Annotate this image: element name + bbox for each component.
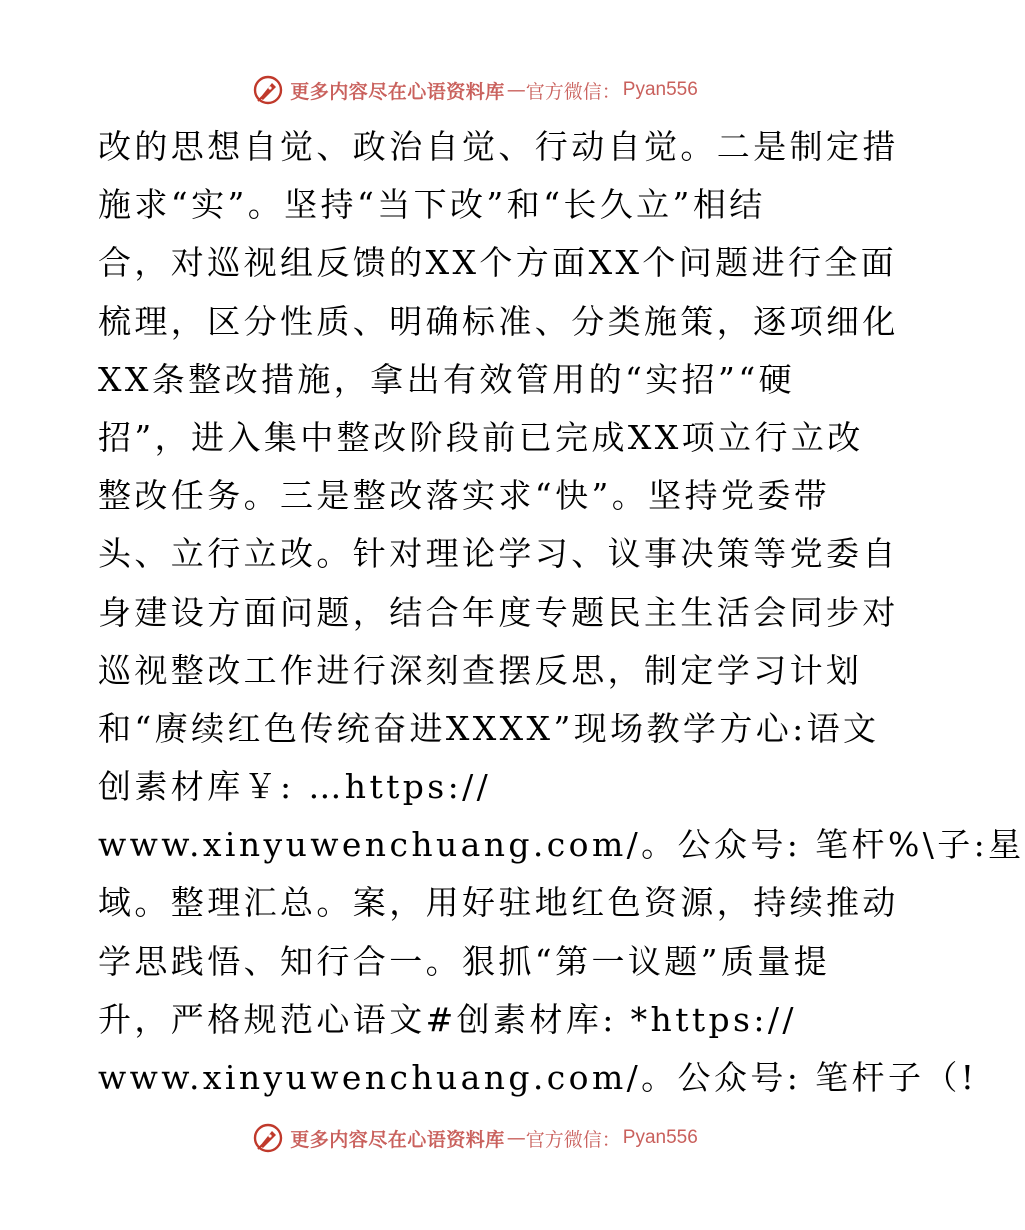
banner-colon: ： [601,1128,621,1151]
body-line: 和“赓续红色传统奋进XXXX”现场教学方心:语文 [98,708,880,748]
body-line: 改的思想自觉、政治自觉、行动自觉。二是制定措 [98,127,899,166]
body-line: 梳理，区分性质、明确标准、分类施策，逐项细化 [98,301,899,341]
pen-nib-logo-icon [252,1122,284,1154]
banner-wechat-id: Pyan556 [622,79,698,100]
banner-colon: ： [601,80,621,103]
document-body [98,118,1025,1107]
body-line: 域。整理汇总。案，用好驻地红色资源，持续推动 [98,883,899,923]
banner-wechat-id: Pyan556 [622,1127,698,1148]
pen-nib-logo-icon [252,74,284,106]
body-line: www.xinyuwenchuang.com/。公众号: 笔杆%\子:星 [98,825,1025,865]
banner-main-text: 更多内容尽在心语资料库 [290,80,505,103]
banner-separator: — [506,1127,524,1149]
body-line: 升，严格规范心语文#创素材库: *https:// [98,999,797,1039]
body-line: 整改任务。三是整改落实求“快”。坚持党委带 [98,476,831,516]
body-line: XX条整改措施，拿出有效管用的“实招”“硬 [98,359,795,399]
header-banner [0,70,950,110]
body-line: 创素材库￥: …https:// [98,767,492,807]
body-line: 巡视整改工作进行深刻查摆反思，制定学习计划 [98,650,863,690]
footer-banner [0,1118,950,1158]
banner-separator: — [506,79,524,101]
body-line: 合，对巡视组反馈的XX个方面XX个问题进行全面 [98,243,898,283]
body-line: www.xinyuwenchuang.com/。公众号: 笔杆子（! [98,1058,978,1097]
body-line: 施求“实”。坚持“当下改”和“长久立”相结 [98,185,766,225]
banner-wechat-label: 官方微信 [525,80,602,103]
body-line: 头、立行立改。针对理论学习、议事决策等党委自 [98,534,899,574]
body-line: 身建设方面问题，结合年度专题民主生活会同步对 [98,592,899,632]
body-line: 招”，进入集中整改阶段前已完成XX项立行立改 [98,417,864,457]
body-line: 学思践悟、知行合一。狠抓“第一议题”质量提 [98,941,831,981]
banner-wechat-label: 官方微信 [525,1128,602,1151]
banner-main-text: 更多内容尽在心语资料库 [290,1128,505,1151]
